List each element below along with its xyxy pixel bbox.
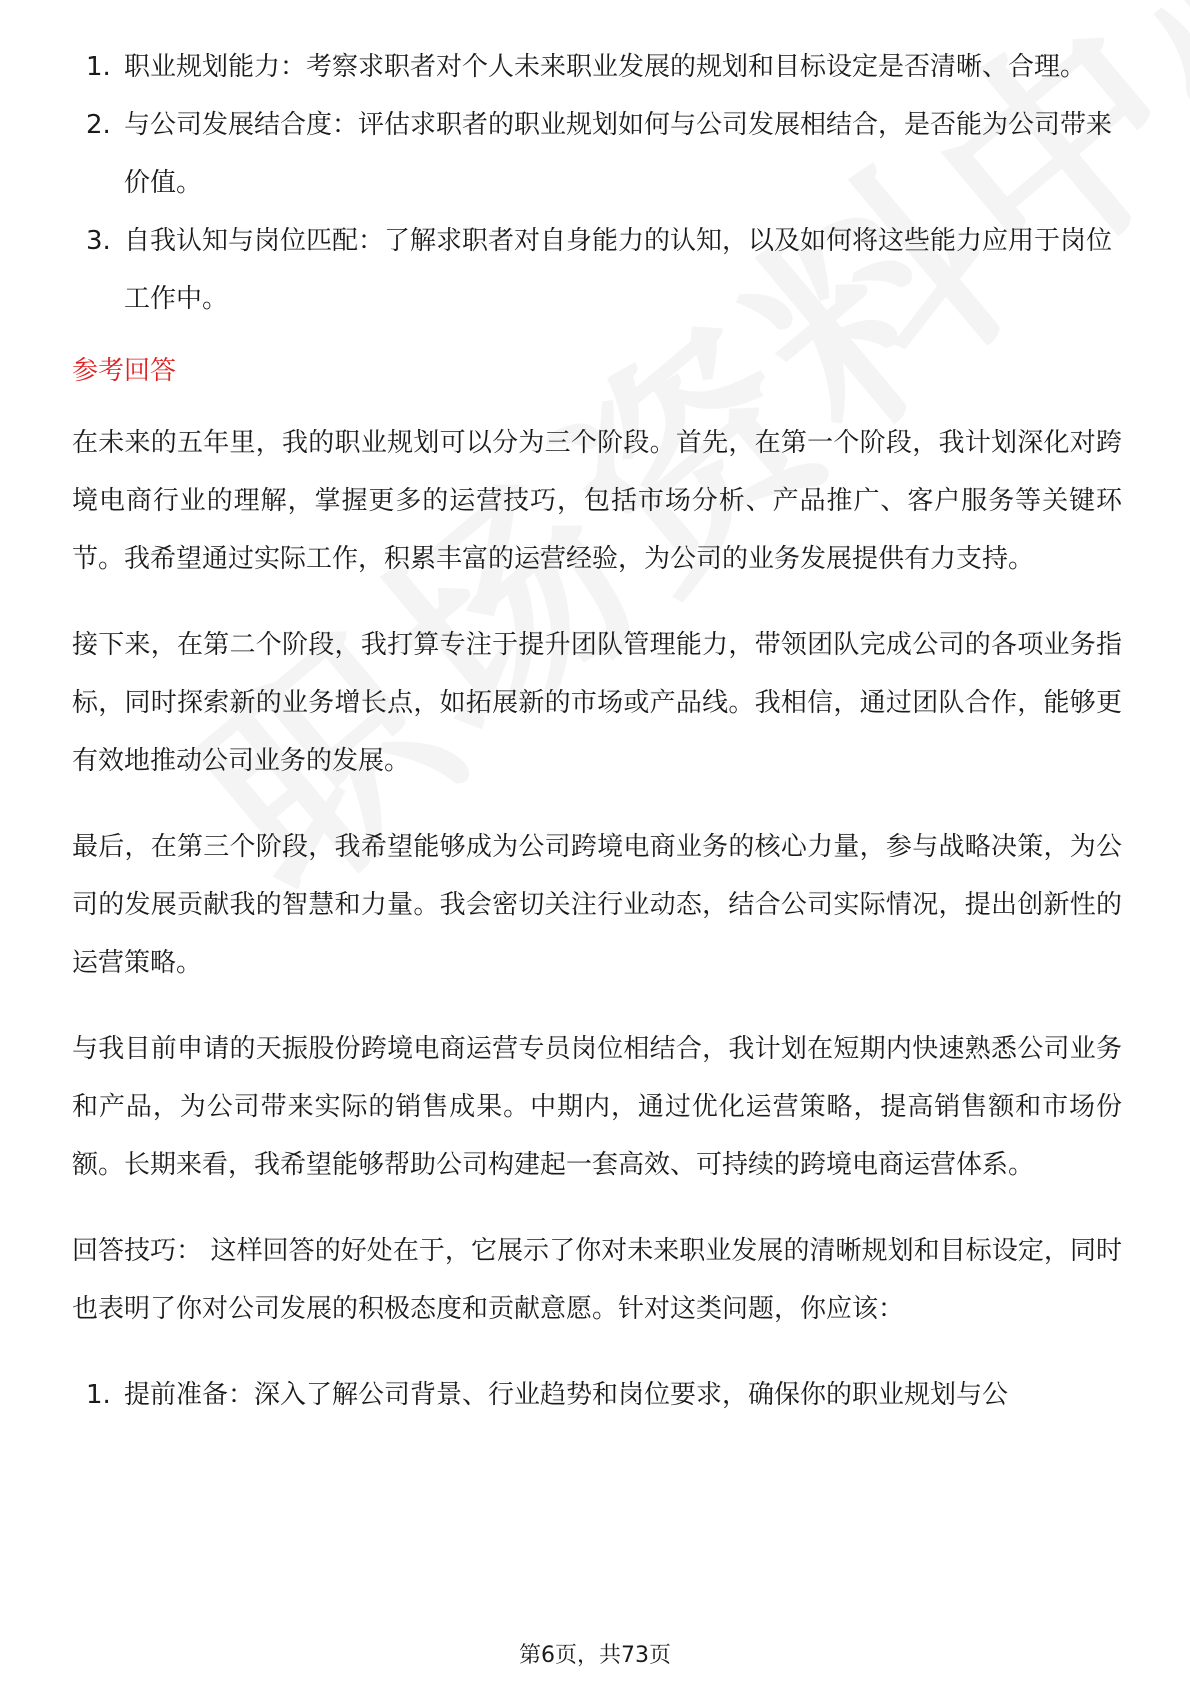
list-item [72, 212, 1122, 328]
criteria-list [72, 38, 1122, 328]
list-number: 3. [86, 226, 111, 256]
list-text: 提前准备：深入了解公司背景、行业趋势和岗位要求，确保你的职业规划与公 [124, 1380, 1009, 1410]
list-number: 1. [86, 52, 111, 82]
tips-list [72, 1366, 1122, 1424]
list-item [72, 96, 1122, 212]
section-title: 参考回答 [72, 356, 177, 386]
list-number: 2. [86, 110, 111, 140]
paragraph: 回答技巧： 这样回答的好处在于，它展示了你对未来职业发展的清晰规划和目标设定，同时也表明了你对公司发展的积极态度和贡献意愿。针对这类问题，你应该： [72, 1236, 1122, 1324]
list-text: 职业规划能力：考察求职者对个人未来职业发展的规划和目标设定是否清晰、合理。 [124, 52, 1087, 82]
list-item [72, 1366, 1122, 1424]
list-text: 自我认知与岗位匹配：了解求职者对自身能力的认知，以及如何将这些能力应用于岗位工作中。 [124, 226, 1113, 314]
list-number: 1. [86, 1380, 111, 1410]
paragraph: 在未来的五年里，我的职业规划可以分为三个阶段。首先，在第一个阶段，我计划深化对跨境电商行业的理解，掌握更多的运营技巧，包括市场分析、产品推广、客户服务等关键环节。我希望通过实际工作，积累丰富的运营经验，为公司的业务发展提供有力支持。 [72, 428, 1122, 574]
paragraph: 最后，在第三个阶段，我希望能够成为公司跨境电商业务的核心力量，参与战略决策，为公司的发展贡献我的智慧和力量。我会密切关注行业动态，结合公司实际情况，提出创新性的运营策略。 [72, 832, 1122, 978]
paragraph: 接下来，在第二个阶段，我打算专注于提升团队管理能力，带领团队完成公司的各项业务指标，同时探索新的业务增长点，如拓展新的市场或产品线。我相信，通过团队合作，能够更有效地推动公司业务的发展。 [72, 630, 1122, 776]
paragraph: 与我目前申请的天振股份跨境电商运营专员岗位相结合，我计划在短期内快速熟悉公司业务和产品，为公司带来实际的销售成果。中期内，通过优化运营策略，提高销售额和市场份额。长期来看，我希望能够帮助公司构建起一套高效、可持续的跨境电商运营体系。 [72, 1034, 1122, 1180]
page-number: 第6页，共73页 [519, 1643, 671, 1668]
list-text: 与公司发展结合度：评估求职者的职业规划如何与公司发展相结合，是否能为公司带来价值。 [124, 110, 1113, 198]
document-body [72, 38, 1122, 1424]
list-item [72, 38, 1122, 96]
